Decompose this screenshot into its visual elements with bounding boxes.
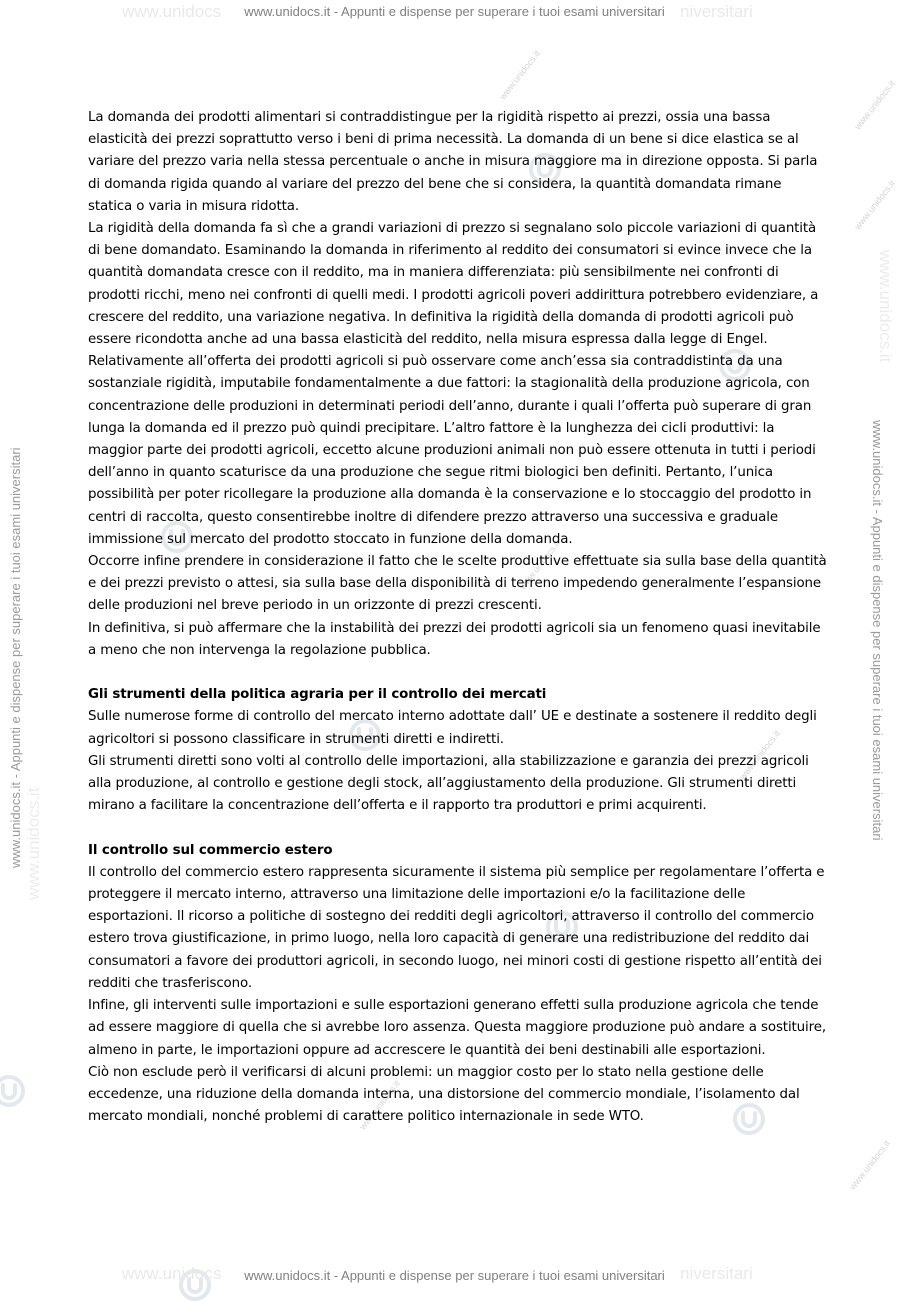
watermark-faint-left: www.unidocs [122, 2, 222, 21]
diagonal-watermark: www.unidocs.it [357, 1078, 403, 1132]
diagonal-watermark: www.unidocs.it [737, 728, 783, 782]
paragraph: La rigidità della domanda fa sì che a grandi variazioni di prezzo si segnalano solo piccole variazioni di quantità di bene domandato. Esaminando la domanda in riferimento al reddito dei consumatori si evince invece che la quantità domandata cresce con il reddito, ma in maniera differenziata: più sensibilmente nei confronti di prodotti ricchi, meno nei confronti di quelli medi. I prodotti agricoli poveri addirittura potrebbero evidenziare, a crescere del reddito, una variazione negativa. In definitiva la rigidità della domanda di prodotti agricoli può essere ricondotta anche ad una bassa elasticità del reddito, nella misura espressa dalla legge di Engel. Relativamente all’offerta dei prodotti agricoli si può osservare come anch’essa sia contraddistinta da una sostanziale rigidità, imputabile fondamentalmente a due fattori: la stagionalità della produzione agricola, con concentrazione delle produzioni in determinati periodi dell’anno, durante i quali l’offerta può superare di gran lunga la domanda ed il prezzo può quindi precipitare. L’altro fattore è la lunghezza dei cicli produttivi: la maggior parte dei prodotti agricoli, eccetto alcune produzioni animali non può essere ottenuta in tutti i periodi dell’anno in quanto scaturisce da una produzione che segue ritmi biologici ben definiti. Pertanto, l’unica possibilità per poter ricollegare la produzione alla domanda è la conservazione e lo stoccaggio del prodotto in centri di raccolta, questo consentirebbe inoltre di difendere prezzo attraverso una successiva e graduale immissione sul mercato del prodotto stoccato in funzione della domanda. [88, 221, 819, 547]
right-side-watermark: www.unidocs.it - Appunti e dispense per superare i tuoi esami universitari [870, 420, 885, 841]
paragraph: Il controllo del commercio estero rappresenta sicuramente il sistema più semplice per regolamentare l’offerta e proteggere il mercato interno, attraverso una limitazione delle importazioni e/o la facilitazione delle esportazioni. Il ricorso a politiche di sostegno dei redditi degli agricoltori, attraverso il controllo del commercio estero trova giustificazione, in primo luogo, nella loro capacità di generare una redistribuzione del reddito dai consumatori a favore dei produttori agricoli, in secondo luogo, nei minori costi di gestione rispetto all’entità dei redditi che trasferiscono. [88, 864, 825, 991]
document-body [88, 107, 828, 1128]
diagonal-watermark: www.unidocs.it [852, 78, 898, 132]
section-heading: Gli strumenti della politica agraria per il controllo dei mercati [88, 687, 547, 703]
footer-watermark-faint-right: niversitari [680, 1264, 753, 1283]
footer-watermark: www.unidocs.it - Appunti e dispense per superare i tuoi esami universitari [244, 1268, 665, 1283]
paragraph: Occorre infine prendere in considerazione il fatto che le scelte produttive effettuate sia sulla base della quantità e dei prezzi previsto o attesi, sia sulla base della disponibilità di terreno impedendo generalmente l’espansione delle produzioni nel breve periodo in un orizzonte di prezzi crescenti. [88, 554, 827, 614]
diagonal-watermark: www.unidocs.it [847, 1138, 893, 1192]
footer-watermark-faint-left: www.unidocs [122, 1264, 222, 1283]
watermark-faint-right: niversitari [680, 2, 753, 21]
section-heading: Il controllo sul commercio estero [88, 842, 333, 858]
paragraph-gap [88, 817, 828, 839]
left-side-watermark-faint: www.unidocs.it [24, 787, 43, 900]
paragraph-gap [88, 662, 828, 684]
left-side-watermark: www.unidocs.it - Appunti e dispense per superare i tuoi esami universitari [8, 447, 23, 868]
diagonal-watermark: www.unidocs.it [517, 538, 563, 592]
paragraph: Ciò non esclude però il verificarsi di alcuni problemi: un maggior costo per lo stato nella gestione delle eccedenze, una riduzione della domanda interna, una distorsione del commercio mondiale, l’isolamento dal mercato mondiali, nonché problemi di carattere politico internazionale in sede WTO. [88, 1064, 800, 1125]
paragraph: La domanda dei prodotti alimentari si contraddistingue per la rigidità rispetto ai prezzi, ossia una bassa elasticità dei prezzi soprattutto verso i beni di prima necessità. La domanda di un bene si dice elastica se al variare del prezzo varia nella stessa percentuale o anche in misura maggiore ma in direzione opposta. Si parla di domanda rigida quando al variare del prezzo del bene che si considera, la quantità domandata rimane statica o varia in misura ridotta. [88, 110, 818, 214]
paragraph: In definitiva, si può affermare che la instabilità dei prezzi dei prodotti agricoli sia un fenomeno quasi inevitabile a meno che non intervenga la regolazione pubblica. [88, 620, 821, 658]
header-watermark: www.unidocs.it - Appunti e dispense per superare i tuoi esami universitari [244, 4, 665, 19]
paragraph: Gli strumenti diretti sono volti al controllo delle importazioni, alla stabilizzazione e garanzia dei prezzi agricoli alla produzione, al controllo e gestione degli stock, all’aggiustamento della produzione. Gli strumenti diretti mirano a facilitare la concentrazione dell’offerta e il rapporto tra produttori e primi acquirenti. [88, 753, 809, 814]
right-side-watermark-faint: www.unidocs.it [876, 250, 895, 363]
paragraph: Infine, gli interventi sulle importazioni e sulle esportazioni generano effetti sulla produzione agricola che tende ad essere maggiore di quella che si avrebbe loro assenza. Questa maggiore produzione può andare a sostituire, almeno in parte, le importazioni oppure ad accrescere le quantità dei beni destinabili alle esportazioni. [88, 998, 826, 1058]
diagonal-watermark: www.unidocs.it [497, 48, 543, 102]
unidocs-logo-icon [0, 1074, 26, 1108]
diagonal-watermark: www.unidocs.it [852, 178, 898, 232]
paragraph: Sulle numerose forme di controllo del mercato interno adottate dall’ UE e destinate a sostenere il reddito degli agricoltori si possono classificare in strumenti diretti e indiretti. [88, 709, 817, 747]
